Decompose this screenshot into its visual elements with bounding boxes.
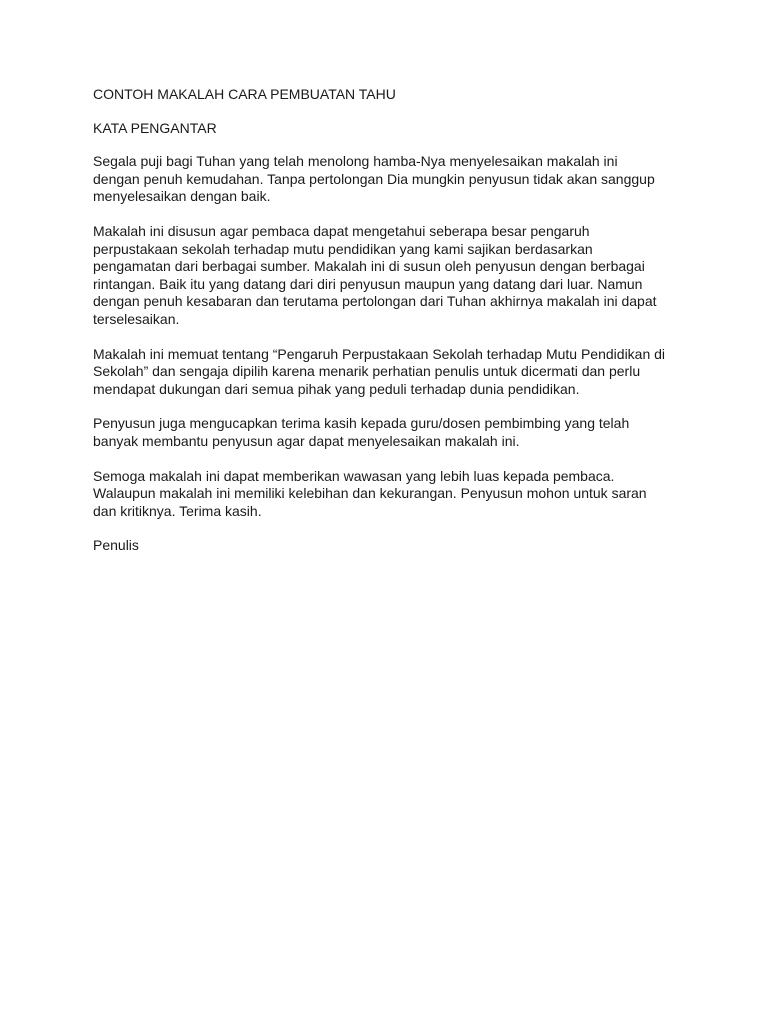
paragraph-line: pengamatan dari berbagai sumber. Makalah ini di susun oleh penyusun dengan berbagai xyxy=(93,258,645,275)
signature: Penulis xyxy=(93,537,139,554)
paragraph-4 xyxy=(93,415,693,450)
paragraph-line: menyelesaikan dengan baik. xyxy=(93,188,271,205)
paragraph-line: dan kritiknya. Terima kasih. xyxy=(93,502,262,519)
document-title: CONTOH MAKALAH CARA PEMBUATAN TAHU xyxy=(93,86,396,102)
paragraph-line: terselesaikan. xyxy=(93,310,180,327)
paragraph-line: Makalah ini memuat tentang “Pengaruh Perpustakaan Sekolah terhadap Mutu Pendidikan di xyxy=(93,345,666,362)
paragraph-line: banyak membantu penyusun agar dapat menyelesaikan makalah ini. xyxy=(93,432,520,449)
paragraph-5 xyxy=(93,468,693,521)
paragraph-line: Penyusun juga mengucapkan terima kasih kepada guru/dosen pembimbing yang telah xyxy=(93,415,630,432)
paragraph-1 xyxy=(93,153,693,206)
paragraph-line: Walaupun makalah ini memiliki kelebihan dan kekurangan. Penyusun mohon untuk saran xyxy=(93,485,647,502)
paragraph-line: Segala puji bagi Tuhan yang telah menolong hamba-Nya menyelesaikan makalah ini xyxy=(93,153,618,170)
paragraph-line: perpustakaan sekolah terhadap mutu pendidikan yang kami sajikan berdasarkan xyxy=(93,240,593,257)
paragraph-line: Makalah ini disusun agar pembaca dapat mengetahui seberapa besar pengaruh xyxy=(93,222,590,239)
document-body xyxy=(93,86,693,555)
paragraph-line: Sekolah” dan sengaja dipilih karena menarik perhatian penulis untuk dicermati dan perlu xyxy=(93,363,641,380)
paragraph-line: mendapat dukungan dari semua pihak yang peduli terhadap dunia pendidikan. xyxy=(93,380,580,397)
paragraph-3 xyxy=(93,346,693,399)
section-heading: KATA PENGANTAR xyxy=(93,119,217,136)
paragraph-line: rintangan. Baik itu yang datang dari diri penyusun maupun yang datang dari luar. Namun xyxy=(93,275,643,292)
paragraph-line: Semoga makalah ini dapat memberikan wawasan yang lebih luas kepada pembaca. xyxy=(93,467,615,484)
paragraph-line: dengan penuh kesabaran dan terutama pertolongan dari Tuhan akhirnya makalah ini dapat xyxy=(93,293,657,310)
paragraph-line: dengan penuh kemudahan. Tanpa pertolongan Dia mungkin penyusun tidak akan sanggup xyxy=(93,170,655,187)
paragraph-2 xyxy=(93,223,693,329)
